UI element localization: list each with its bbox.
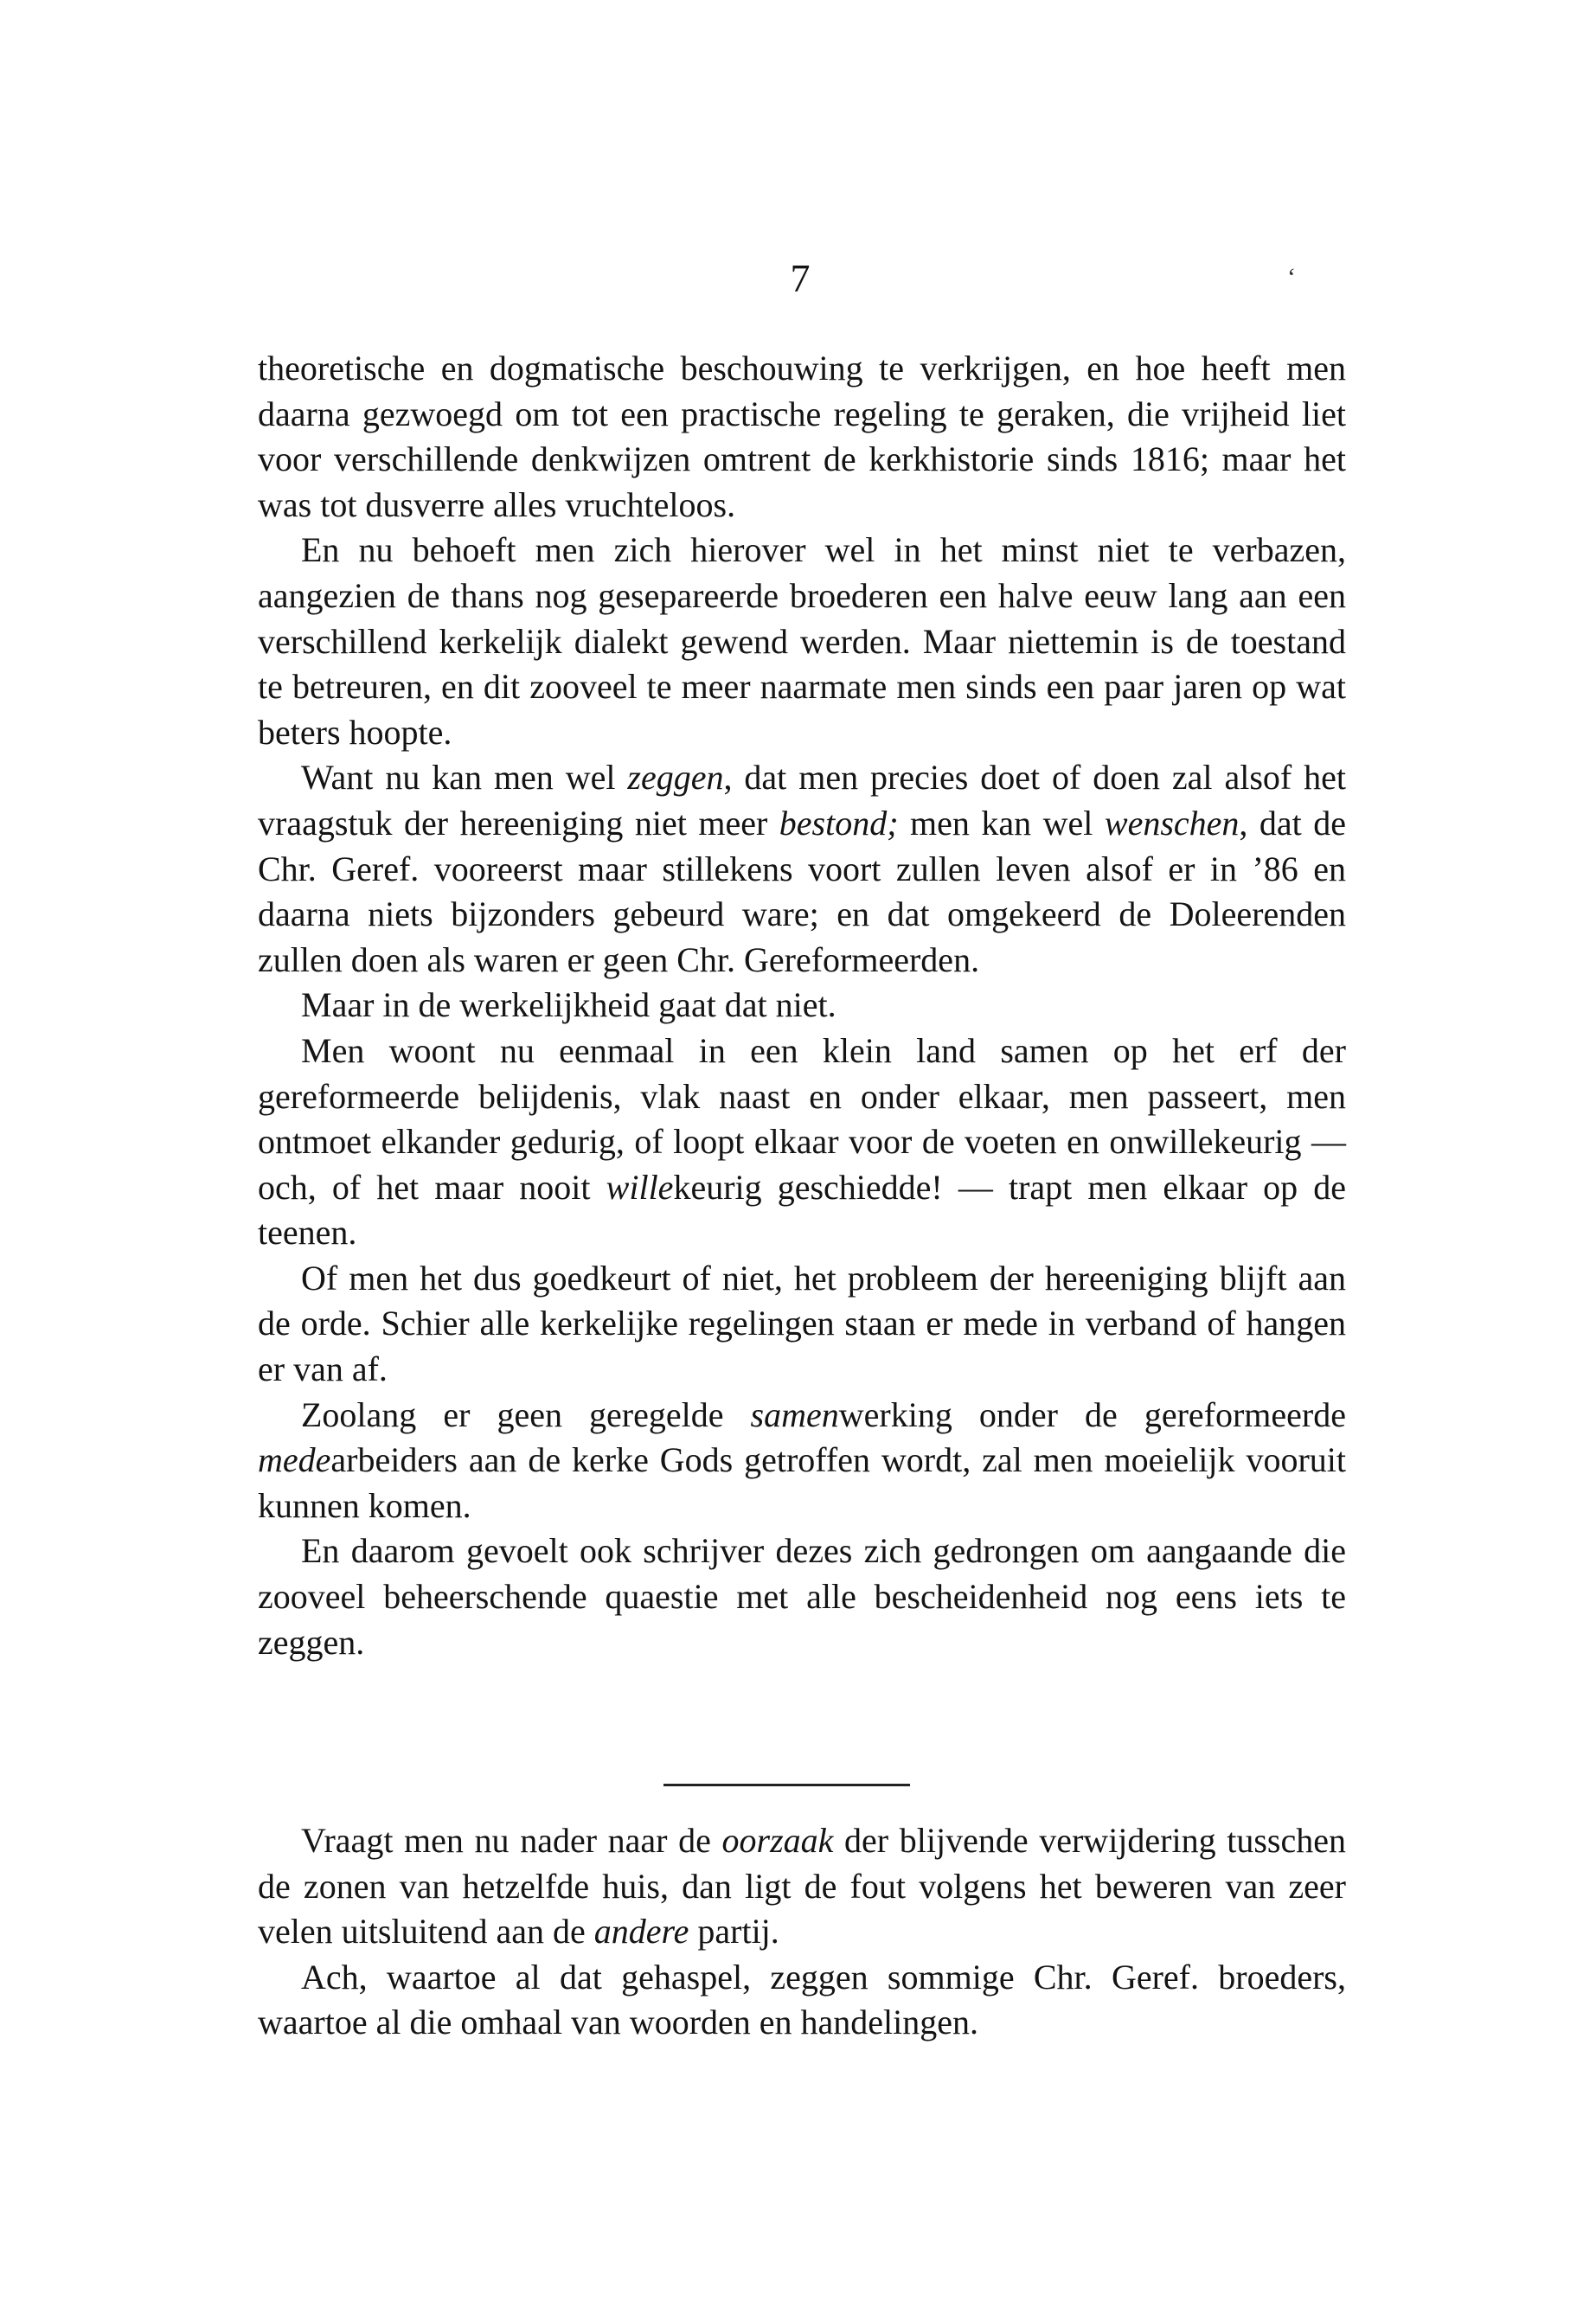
italic-word: mede <box>258 1440 331 1480</box>
paragraph-3 <box>258 755 1346 983</box>
italic-word: bestond; <box>779 803 899 843</box>
italic-word: wille <box>606 1167 674 1207</box>
paragraph-9 <box>258 1818 1346 1955</box>
paragraph-5 <box>258 1029 1346 1256</box>
italic-word: wenschen <box>1104 803 1240 843</box>
paragraph-8 <box>258 1529 1346 1665</box>
page-number: 7 <box>790 256 811 300</box>
section-divider <box>663 1784 910 1786</box>
text-run: Maar in de werkelijkheid gaat dat niet. <box>301 985 836 1025</box>
text-run: men kan wel <box>898 803 1105 843</box>
paragraph-7 <box>258 1393 1346 1529</box>
main-text-lower <box>258 1818 1346 2046</box>
text-run: Want nu kan men wel <box>301 758 628 798</box>
text-run: werking onder de gereformeerde <box>838 1394 1346 1434</box>
text-run: keurig geschiedde! — trapt men elkaar op de teenen. <box>258 1167 1347 1253</box>
text-run: , dat de Chr. Geref. vooreerst maar stillekens voort zullen leven alsof er in ’86 en daarna niets bijzonders gebeurd ware; en dat omgekeerd de Doleerenden zullen doen als waren er geen Chr. Gereformeerden. <box>258 803 1347 979</box>
italic-word: zeggen <box>627 758 724 798</box>
paragraph-4 <box>258 983 1346 1029</box>
text-run: der blijvende verwijdering tusschen de zonen van hetzelfde huis, dan ligt de fout volgens het beweren van zeer velen uitsluitend aan de <box>258 1821 1346 1952</box>
text-run: Ach, waartoe al dat gehaspel, zeggen sommige Chr. Geref. broeders, waartoe al die omhaal van woorden en handelingen. <box>258 1957 1346 2042</box>
text-run: En nu behoeft men zich hierover wel in het minst niet te verbazen, aangezien de thans nog gesepareerde broederen een halve eeuw lang aan een verschillend kerkelijk dialekt gewend werden. Maar niettemin is de toestand te betreuren, en dit zooveel te meer naarmate men sinds een paar jaren op wat beters hoopte. <box>258 530 1346 752</box>
text-run: En daarom gevoelt ook schrijver dezes zich gedrongen om aangaande die zooveel beheerschende quaestie met alle bescheidenheid nog eens iets te zeggen. <box>258 1531 1346 1662</box>
paragraph-2 <box>258 528 1346 755</box>
text-run: Zoolang er geen geregelde <box>301 1394 751 1434</box>
text-run: , dat men precies doet of doen zal alsof het vraagstuk der hereeniging niet meer <box>258 758 1346 843</box>
italic-word: samen <box>750 1394 839 1434</box>
paragraph-10 <box>258 1955 1346 2046</box>
text-run: partij. <box>689 1912 779 1952</box>
print-mark: ‘ <box>1287 263 1296 292</box>
text-run: theoretische en dogmatische beschouwing te verkrijgen, en hoe heeft men daarna gezwoegd om tot een practische regeling te geraken, die vrijheid liet voor verschillende denkwijzen omtrent de kerkhistorie sinds 1816; maar het was tot dusverre alles vruchteloos. <box>258 349 1346 524</box>
text-run: Vraagt men nu nader naar de <box>301 1821 722 1860</box>
text-run: Men woont nu eenmaal in een klein land samen op het erf der gereformeerde belijdenis, vlak naast en onder elkaar, men passeert, men ontmoet elkander gedurig, of loopt elkaar voor de voeten en onwillekeurig — och, of het maar nooit <box>258 1030 1346 1207</box>
paragraph-1 <box>258 346 1346 528</box>
paragraph-6 <box>258 1256 1346 1393</box>
text-run: arbeiders aan de kerke Gods getroffen wordt, zal men moeielijk vooruit kunnen komen. <box>258 1440 1346 1525</box>
italic-word: oorzaak <box>721 1821 834 1860</box>
text-run: Of men het dus goedkeurt of niet, het probleem der hereeniging blijft aan de orde. Schier alle kerkelijke regelingen staan er mede in verband of hangen er van af. <box>258 1258 1346 1389</box>
main-text-upper <box>258 346 1346 1665</box>
italic-word: andere <box>593 1912 689 1952</box>
